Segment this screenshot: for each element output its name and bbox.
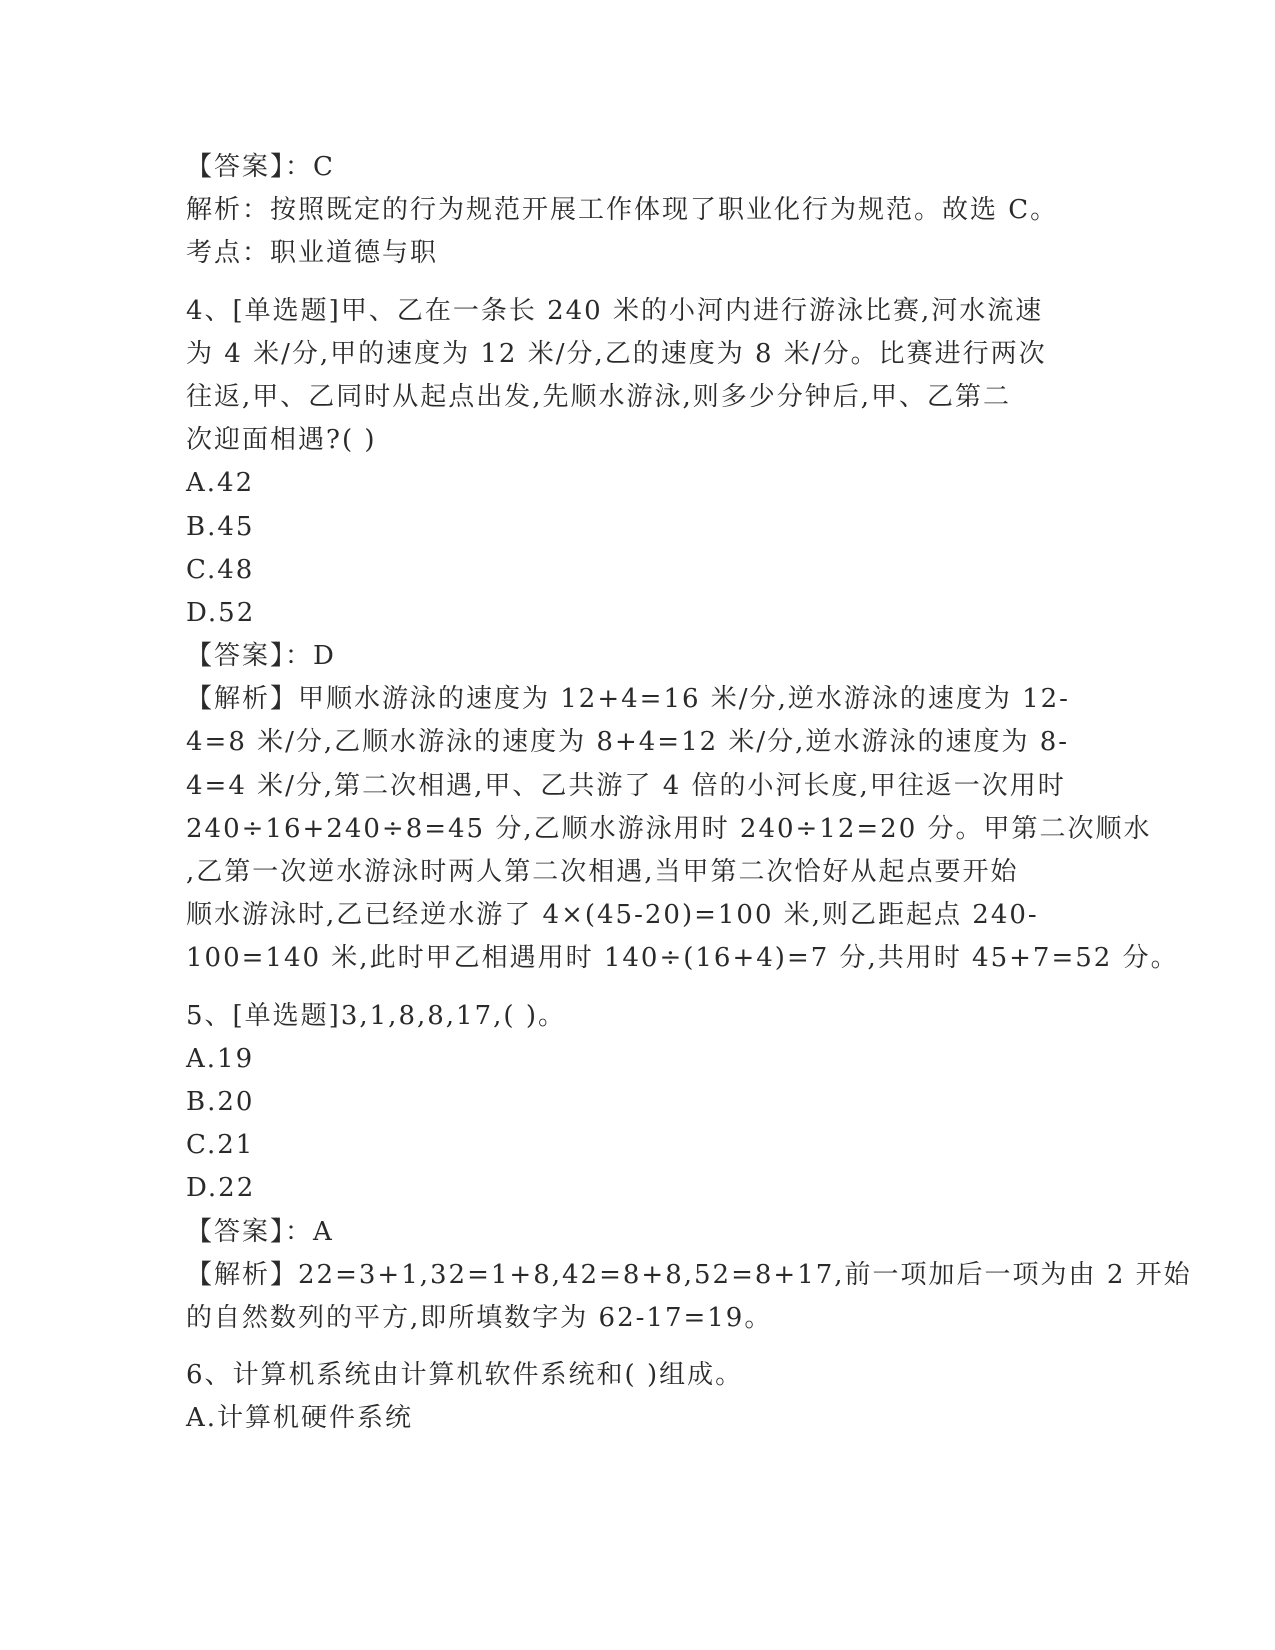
q5-answer: 【答案】：A [186, 1216, 334, 1247]
q6-stem: 6、计算机系统由计算机软件系统和( )组成。 [186, 1360, 744, 1391]
prev-answer: 【答案】：C [186, 152, 335, 182]
q5-stem: 5、[单选题]3,1,8,8,17,( )。 [186, 1000, 566, 1031]
q4-stem-line: 次迎面相遇?( ) [186, 425, 377, 456]
q5-explanation-line: 【解析】22=3+1,32=1+8,42=8+8,52=8+17,前一项加后一项为由 2 开始 [186, 1259, 1192, 1290]
q5-explanation-line: 的自然数列的平方,即所填数字为 62-17=19。 [186, 1302, 773, 1333]
q4-stem-line: 4、[单选题]甲、乙在一条长 240 米的小河内进行游泳比赛,河水流速 [186, 295, 1044, 326]
q4-explanation-line: 【解析】甲顺水游泳的速度为 12+4=16 米/分,逆水游泳的速度为 12- [186, 684, 1070, 715]
q4-stem-line: 为 4 米/分,甲的速度为 12 米/分,乙的速度为 8 米/分。比赛进行两次 [186, 338, 1047, 369]
q5-option-b: B.20 [186, 1086, 255, 1117]
question-5 [186, 995, 1192, 1341]
q4-option-b: B.45 [186, 511, 255, 542]
q4-explanation-line: 4=4 米/分,第二次相遇,甲、乙共游了 4 倍的小河长度,甲往返一次用时 [186, 770, 1066, 801]
q5-option-d: D.22 [186, 1173, 256, 1204]
q5-option-c: C.21 [186, 1130, 255, 1161]
q4-stem-line: 往返,甲、乙同时从起点出发,先顺水游泳,则多少分钟后,甲、乙第二 [186, 381, 1012, 412]
document-content [186, 146, 1192, 1440]
question-6 [186, 1354, 1076, 1440]
q4-option-a: A.42 [186, 468, 255, 499]
question-4 [186, 290, 1179, 981]
q4-explanation-line: 100=140 米,此时甲乙相遇用时 140÷(16+4)=7 分,共用时 45+7=52 分。 [186, 943, 1179, 974]
q4-explanation-line: 240÷16+240÷8=45 分,乙顺水游泳用时 240÷12=20 分。甲第二次顺水 [186, 813, 1152, 844]
q4-explanation-line: 4=8 米/分,乙顺水游泳的速度为 8+4=12 米/分,逆水游泳的速度为 8- [186, 727, 1070, 758]
q4-option-c: C.48 [186, 554, 255, 585]
q6-option-a: A.计算机硬件系统 [186, 1403, 414, 1434]
q4-answer: 【答案】：D [186, 641, 336, 672]
q4-explanation-line: ,乙第一次逆水游泳时两人第二次相遇,当甲第二次恰好从起点要开始 [186, 857, 1019, 887]
q5-option-a: A.19 [186, 1043, 255, 1074]
prev-explanation: 解析：按照既定的行为规范开展工作体现了职业化行为规范。故选 C。 [186, 195, 1059, 226]
prev-topic: 考点：职业道德与职 [186, 238, 439, 269]
q4-explanation-line: 顺水游泳时,乙已经逆水游了 4×(45-20)=100 米,则乙距起点 240- [186, 900, 1039, 931]
q4-option-d: D.52 [186, 597, 256, 628]
prev-question-block [186, 146, 1076, 276]
